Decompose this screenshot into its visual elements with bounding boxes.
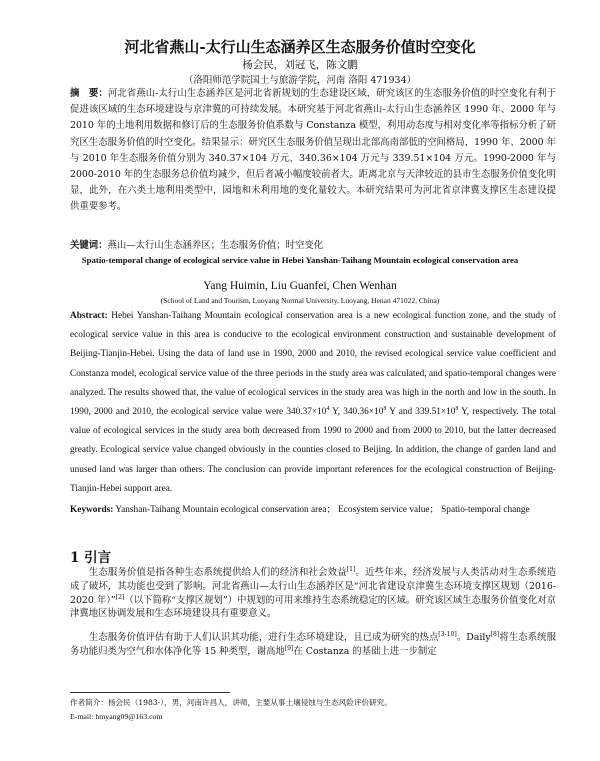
english-keywords [70,503,556,518]
citation-ref: [2] [115,593,125,601]
citation-ref: [8] [490,630,500,638]
intro-p1-text-b: 。近些年来，经济发展与人类活动对生态系统造成了破坏，其功能也受到了影响。河北省燕山—太行山生态涵养区是“河北省建设京津冀生态环境支撑区规划（2016-2020 年）” [70,567,556,606]
chinese-keywords [70,237,556,251]
chinese-abstract-label: 摘 要： [70,88,108,99]
english-abstract-part1: Hebei Yanshan-Taihang Mountain ecological conservation area is a new ecological function zone, and the study of ecological service value in this area is conducive to the ecological environment construction and sustainable development of Beijing-Tianjin-Hebei. Using the data of land use in 1990, 2000 and 2010, the revised ecological service value coefficient and Constanza model, ecological service value of the three periods in the study area was calculated, and spatio-temporal changes were analyzed. The results showed that, the value of ecological services in the study area was high in the north and low in the south. In 1990, 2000 and 2010, the ecological service value were 340.37×10 [70,311,556,418]
exponent-1990: 4 [326,405,330,412]
english-title: Spatio-temporal change of ecological service value in Hebei Yanshan-Taihang Mountain ecological conservation area [81,255,519,265]
citation-ref: [3-10] [438,630,457,638]
english-abstract-mid2: Y and 339.51×10 [386,407,456,418]
english-keywords-text: Yanshan-Taihang Mountain ecological conservation area； Ecosystem service value； Spatio-temporal change [113,505,530,515]
intro-p2-text-d: 在 Costanza 的基础上进一步制定 [293,645,437,657]
english-keywords-label: Keywords: [70,505,114,515]
intro-p2-text-c: 将生态系统服务功能归类为空气和水体净化等 15 种类型，谢高地 [70,632,556,657]
intro-p1-text-c: （以下简称“支撑区规划”）中规划的可用来维持生态系统稳定的区域。研究该区域生态服务价值变化对京津冀地区协调发展和生态环境建设具有重要意义。 [70,594,556,620]
introduction-paragraph-2 [70,631,556,659]
chinese-keywords-label: 关键词： [70,240,108,251]
intro-p1-text-a: 生态服务价值是指各种生态系统提供给人们的经济和社会效益 [88,567,347,578]
english-abstract-mid1: Y, 340.36×10 [329,407,384,418]
english-abstract-part2: Y, respectively. The total value of ecological services in the study area both decreased from 1990 to 2000 and from 2000 to 2010, but the latter decreased greatly. Ecological service value changed obviously in the counties closed to Beijing. In addition, the change of garden land and unused land was larger than others. The conclusion can provide important references for the ecological construction of Beijing-Tianjin-Hebei support area. [70,407,556,494]
chinese-abstract-text: 河北省燕山-太行山生态涵养区是河北省新规划的生态建设区域，研究该区的生态服务价值的时空变化有利于促进该区域的生态环境建设与京津冀的可持续发展。本研究基于河北省燕山-太行山生态涵养区 1990 年、2000 年与 2010 年的土地利用数据和修订后的生态服务价值系数与 Constanza 模型，利用动态度与相对变化率等指标分析了研究区生态服务价值的时空变化。结果显示：研究区生态服务价值呈现出北部高南部低的空间格局，1990 年、2000 年与 2010 年生态服务价值分别为 340.37×104 万元、340.36×104 万元与 339.51×104 万元。1990-2000 年与 2000-2010 年的生态服务总价值均减少，但后者减小幅度较前者大。距离北京与天津较近的县市生态服务价值变化明显，此外，在六类土地利用类型中，园地和未利用地的变化量较大。本研究结果可为河北省京津冀支撑区生态建设提供重要参考。 [70,88,556,213]
english-affiliation: (School of Land and Tourism, Luoyang Normal University, Luoyang, Henan 471022, China) [160,296,440,305]
exponent-2000: 8 [383,405,387,412]
section-heading-introduction: 1 引言 [70,550,112,566]
citation-ref: [9] [284,644,294,652]
intro-p2-text-b: 。Daily [456,632,491,643]
chinese-authors: 杨会民，刘冠飞，陈文鹏 [242,59,358,71]
introduction-paragraph-1 [70,566,556,621]
english-abstract-label: Abstract: [70,311,108,321]
author-email: E-mail: hmyang09@163.com [70,712,163,721]
intro-p2-text-a: 生态服务价值评估有助于人们认识其功能，进行生态环境建设，且已成为研究的热点 [88,632,439,643]
chinese-title: 河北省燕山-太行山生态涵养区生态服务价值时空变化 [124,38,476,56]
chinese-abstract [70,86,556,216]
chinese-affiliation: （洛阳师范学院国土与旅游学院，河南 洛阳 471934） [183,75,417,86]
author-footnote: 作者简介：杨会民（1983-），男，河南许昌人，讲师，主要从事土壤侵蚀与生态风险评价研究。 [70,698,392,707]
chinese-keywords-text: 燕山—太行山生态涵养区；生态服务价值；时空变化 [107,240,324,251]
english-abstract [70,307,556,499]
citation-ref: [1] [346,565,356,573]
exponent-2010: 8 [455,405,459,412]
english-authors: Yang Huimin, Liu Guanfei, Chen Wenhan [203,280,397,292]
footnote-divider [70,692,230,693]
